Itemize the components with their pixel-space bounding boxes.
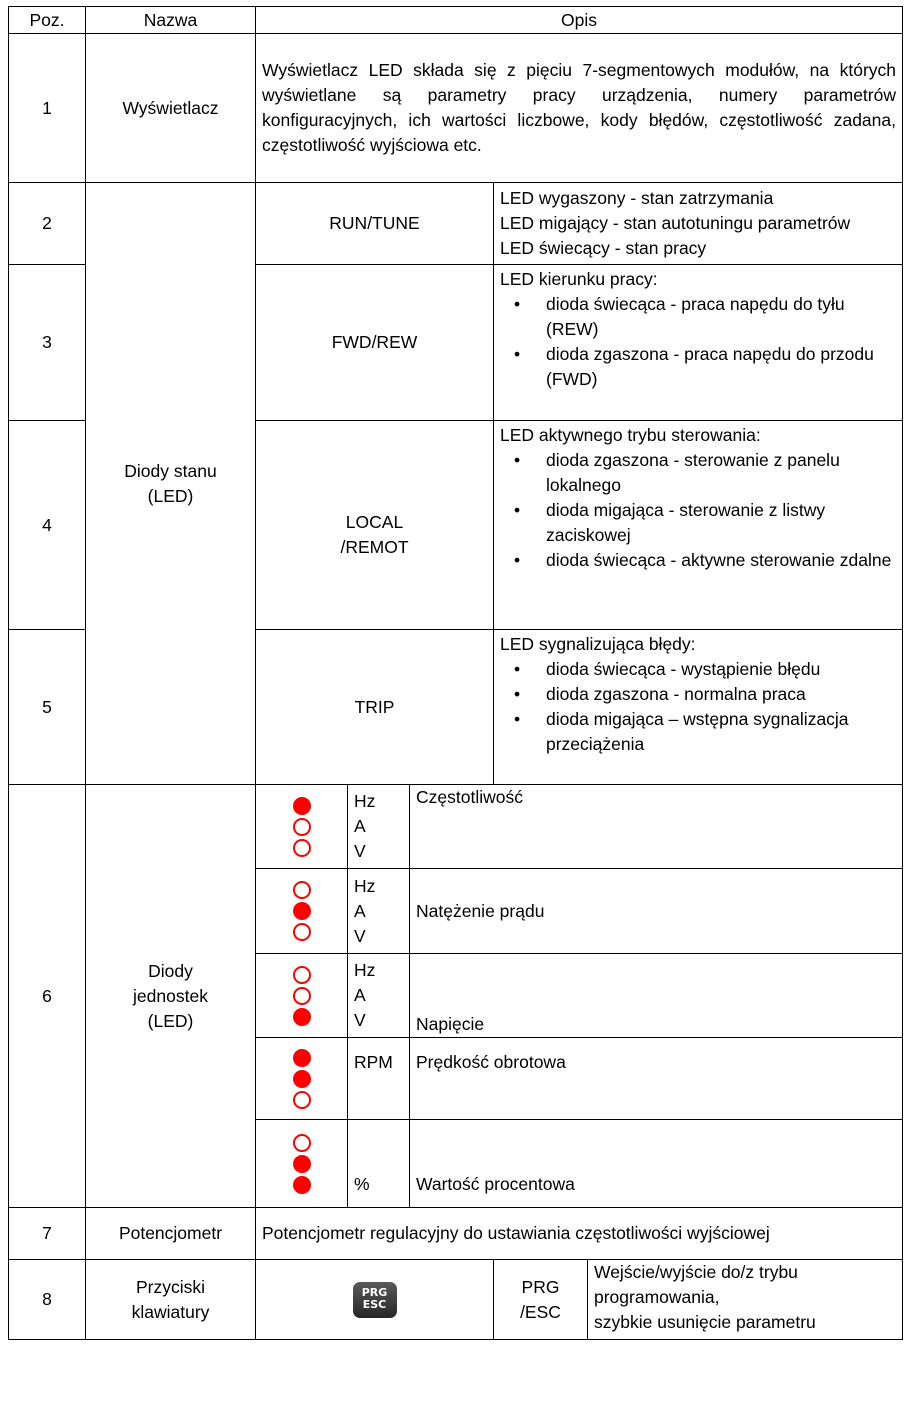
list-item: • dioda zgaszona - sterowanie z panelu lokalnego (514, 450, 840, 495)
list-item: • dioda migająca - sterowanie z listwy zaciskowej (514, 500, 826, 545)
unit-labels: Hz A V (348, 954, 410, 1038)
unit-leds (256, 1120, 348, 1208)
row-number: 4 (9, 421, 86, 630)
led-name: RUN/TUNE (256, 183, 494, 265)
led-on-icon (293, 1049, 311, 1067)
led-on-icon (293, 1008, 311, 1026)
led-off-icon (293, 881, 311, 899)
row-number: 3 (9, 265, 86, 421)
row-name: Wyświetlacz (86, 34, 256, 183)
description-intro: LED sygnalizująca błędy: (500, 634, 696, 654)
led-off-icon (293, 818, 311, 836)
led-description (494, 183, 903, 265)
led-name: FWD/REW (256, 265, 494, 421)
header-nazwa: Nazwa (86, 7, 256, 34)
unit-labels: Hz A V (348, 869, 410, 954)
header-poz: Poz. (9, 7, 86, 34)
table-row (9, 1260, 903, 1340)
led-group-name: Diody stanu (LED) (86, 183, 256, 785)
list-item: • dioda świecąca - praca napędu do tyłu (REW) (514, 294, 845, 339)
led-off-icon (293, 966, 311, 984)
led-off-icon (293, 987, 311, 1005)
parameter-table (8, 6, 903, 1340)
led-on-icon (293, 1155, 311, 1173)
unit-leds (256, 869, 348, 954)
row-name: Diody jednostek (LED) (86, 785, 256, 1208)
table-row (9, 34, 903, 183)
led-description (494, 421, 903, 630)
led-description (494, 265, 903, 421)
table-row (9, 1208, 903, 1260)
row-description: Potencjometr regulacyjny do ustawiania częstotliwości wyjściowej (256, 1208, 903, 1260)
led-name: TRIP (256, 630, 494, 785)
unit-leds (256, 1038, 348, 1120)
table-row (9, 785, 903, 869)
header-row (9, 7, 903, 34)
led-name: LOCAL /REMOT (256, 421, 494, 630)
header-opis: Opis (256, 7, 903, 34)
unit-description: Napięcie (410, 954, 903, 1038)
led-off-icon (293, 839, 311, 857)
key-description: Wejście/wyjście do/z trybu programowania, szybkie usunięcie parametru (588, 1260, 903, 1340)
row-name: Potencjometr (86, 1208, 256, 1260)
row-number: 6 (9, 785, 86, 1208)
led-on-icon (293, 1176, 311, 1194)
prg-esc-key-icon: PRG ESC (353, 1282, 397, 1318)
list-item: • dioda zgaszona - normalna praca (514, 684, 806, 704)
row-number: 5 (9, 630, 86, 785)
key-name: PRG /ESC (494, 1260, 588, 1340)
unit-description: Prędkość obrotowa (410, 1038, 903, 1120)
unit-labels: RPM (348, 1038, 410, 1120)
list-item: • dioda migająca – wstępna sygnalizacja przeciążenia (514, 709, 849, 754)
list-item: • dioda zgaszona - praca napędu do przodu (FWD) (514, 344, 874, 389)
table-row (9, 183, 903, 265)
row-number: 8 (9, 1260, 86, 1340)
list-item: • dioda świecąca - wystąpienie błędu (514, 659, 821, 679)
unit-leds (256, 954, 348, 1038)
row-number: 7 (9, 1208, 86, 1260)
unit-labels: Hz A V (348, 785, 410, 869)
unit-labels: % (348, 1120, 410, 1208)
description-line: LED wygaszony - stan zatrzymania (500, 188, 774, 208)
led-on-icon (293, 902, 311, 920)
list-item: • dioda świecąca - aktywne sterowanie zdalne (514, 550, 892, 570)
unit-description: Częstotliwość (410, 785, 903, 869)
led-on-icon (293, 1070, 311, 1088)
led-on-icon (293, 797, 311, 815)
unit-description: Natężenie prądu (410, 869, 903, 954)
row-number: 2 (9, 183, 86, 265)
row-name: Przyciski klawiatury (86, 1260, 256, 1340)
led-off-icon (293, 923, 311, 941)
key-image-cell (256, 1260, 494, 1340)
unit-description: Wartość procentowa (410, 1120, 903, 1208)
description-line: LED migający - stan autotuningu parametrów (500, 213, 851, 233)
unit-leds (256, 785, 348, 869)
description-line: LED świecący - stan pracy (500, 238, 707, 258)
description-intro: LED kierunku pracy: (500, 269, 658, 289)
row-number: 1 (9, 34, 86, 183)
description-intro: LED aktywnego trybu sterowania: (500, 425, 761, 445)
led-description (494, 630, 903, 785)
led-off-icon (293, 1091, 311, 1109)
row-description: Wyświetlacz LED składa się z pięciu 7-segmentowych modułów, na których wyświetlane są parametry pracy urządzenia, numery parametrów konfiguracyjnych, ich wartości liczbowe, kody błędów, częstotliwość zadana, częstotliwość wyjściowa etc. (256, 34, 903, 183)
led-off-icon (293, 1134, 311, 1152)
